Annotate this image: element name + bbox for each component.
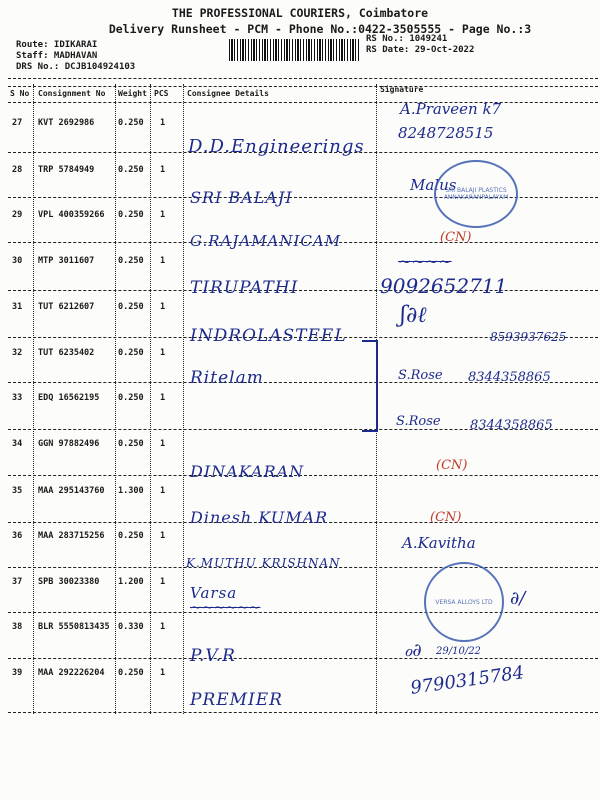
signature-handwritten: S.Rose: [396, 414, 441, 429]
row-consignment: BLR 5550813435: [38, 622, 110, 632]
row-divider: [8, 290, 598, 291]
row-weight: 0.250: [118, 439, 144, 449]
consignee-handwritten: TIRUPATHI: [190, 278, 299, 298]
row-consignment: TUT 6235402: [38, 348, 95, 358]
signature-cn: (CN): [440, 230, 472, 245]
consignee-handwritten: K.MUTHU KRISHNAN: [186, 556, 341, 570]
row-sno: 37: [12, 577, 23, 587]
col-header-weight: Weight: [118, 89, 147, 98]
bracket-mark: [362, 340, 378, 432]
row-consignment: SPB 30023380: [38, 577, 100, 587]
row-consignment: KVT 2692986: [38, 118, 95, 128]
row-pcs: 1: [160, 118, 166, 128]
row-sno: 27: [12, 118, 23, 128]
signature-scribble: ~~~~: [398, 252, 452, 271]
consignee-handwritten: Varsa: [190, 584, 238, 602]
consignee-handwritten: SRI BALAJI: [190, 188, 293, 207]
row-pcs: 1: [160, 302, 166, 312]
row-sno: 28: [12, 165, 23, 175]
consignee-handwritten: Ritelam: [190, 368, 264, 388]
barcode: [229, 39, 359, 61]
rule-line: [8, 102, 598, 103]
signature-phone: 8344358865: [470, 418, 553, 433]
row-weight: 1.200: [118, 577, 144, 587]
col-header-pcs: PCS: [154, 89, 169, 98]
signature-cn: (CN): [430, 510, 462, 525]
row-sno: 38: [12, 622, 23, 632]
strikethrough-mark: ~~~~~~: [190, 600, 261, 616]
row-weight: 0.250: [118, 165, 144, 175]
col-divider: [33, 84, 34, 714]
col-divider: [115, 84, 116, 714]
signature-scribble: ʃ∂ℓ: [400, 303, 427, 328]
row-pcs: 1: [160, 393, 166, 403]
row-weight: 0.250: [118, 210, 144, 220]
col-divider: [150, 84, 151, 714]
row-weight: 0.250: [118, 302, 144, 312]
row-sno: 31: [12, 302, 23, 312]
row-weight: 1.300: [118, 486, 144, 496]
company-stamp: SRI BALAJI PLASTICS ANNAKARANPALAYAM: [434, 160, 518, 228]
signature-phone: 9790315784: [409, 662, 526, 699]
row-consignment: TRP 5784949: [38, 165, 95, 175]
row-sno: 32: [12, 348, 23, 358]
row-divider: [8, 712, 598, 713]
col-divider: [183, 84, 184, 714]
rule-line: [8, 78, 598, 79]
row-pcs: 1: [160, 486, 166, 496]
row-weight: 0.250: [118, 668, 144, 678]
signature-handwritten: A.Kavitha: [402, 534, 476, 552]
row-consignment: MAA 283715256: [38, 531, 105, 541]
col-header-consignment: Consignment No: [38, 89, 106, 98]
rs-number: RS No.: 1049241: [366, 34, 448, 44]
row-consignment: MTP 3011607: [38, 256, 95, 266]
row-sno: 30: [12, 256, 23, 266]
signature-cn: (CN): [436, 458, 468, 473]
row-pcs: 1: [160, 256, 166, 266]
route-label: Route: IDIKARAI: [16, 40, 98, 50]
row-pcs: 1: [160, 348, 166, 358]
signature-scribble: ℴ∂: [404, 640, 422, 661]
row-weight: 0.330: [118, 622, 144, 632]
drs-label: DRS No.: DCJB104924103: [16, 62, 136, 72]
row-consignment: TUT 6212607: [38, 302, 95, 312]
row-sno: 34: [12, 439, 23, 449]
signature-scribble: ∂∕: [510, 588, 526, 609]
row-consignment: GGN 97882496: [38, 439, 100, 449]
row-weight: 0.250: [118, 256, 144, 266]
signature-date: 29/10/22: [436, 646, 481, 657]
row-divider: [8, 612, 598, 613]
signature-handwritten: S.Rose: [398, 368, 443, 383]
runsheet-title: Delivery Runsheet - PCM - Phone No.:0422-3505555 - Page No.:3: [108, 22, 532, 36]
row-pcs: 1: [160, 210, 166, 220]
row-consignment: MAA 295143760: [38, 486, 105, 496]
consignee-handwritten: DINAKARAN: [190, 462, 305, 481]
consignee-handwritten: P.V.R: [190, 646, 236, 666]
rule-line: [8, 86, 598, 87]
row-pcs: 1: [160, 668, 166, 678]
row-pcs: 1: [160, 577, 166, 587]
col-header-sno: S No: [10, 89, 30, 98]
consignee-handwritten: D.D.Engineerings: [188, 136, 365, 157]
staff-label: Staff: MADHAVAN: [16, 51, 98, 61]
row-consignment: MAA 292226204: [38, 668, 105, 678]
signature-handwritten: Malus: [410, 176, 457, 194]
row-weight: 0.250: [118, 348, 144, 358]
signature-handwritten: A.Praveen k7: [400, 100, 502, 118]
row-sno: 29: [12, 210, 23, 220]
consignee-handwritten: Dinesh KUMAR: [190, 508, 329, 527]
signature-phone: 8593937625: [490, 330, 567, 344]
company-stamp: VERSA ALLOYS LTD: [424, 562, 504, 642]
row-sno: 35: [12, 486, 23, 496]
consignee-handwritten: PREMIER: [190, 690, 283, 710]
row-consignment: VPL 400359266: [38, 210, 105, 220]
col-header-consignee: Consignee Details: [187, 89, 269, 98]
consignee-handwritten: G.RAJAMANICAM: [190, 232, 342, 250]
rs-date: RS Date: 29-Oct-2022: [366, 45, 475, 55]
row-pcs: 1: [160, 165, 166, 175]
row-weight: 0.250: [118, 118, 144, 128]
row-weight: 0.250: [118, 531, 144, 541]
row-divider: [8, 658, 598, 659]
row-pcs: 1: [160, 622, 166, 632]
consignee-handwritten: INDROLASTEEL: [190, 326, 347, 346]
row-sno: 39: [12, 668, 23, 678]
col-header-signature: Signature: [380, 85, 424, 94]
row-sno: 33: [12, 393, 23, 403]
row-pcs: 1: [160, 439, 166, 449]
row-weight: 0.250: [118, 393, 144, 403]
signature-phone: 9092652711: [380, 274, 508, 298]
row-consignment: EDQ 16562195: [38, 393, 100, 403]
company-title: THE PROFESSIONAL COURIERS, Coimbatore: [171, 6, 429, 20]
signature-phone: 8248728515: [398, 124, 494, 142]
row-sno: 36: [12, 531, 23, 541]
row-pcs: 1: [160, 531, 166, 541]
signature-phone: 8344358865: [468, 370, 551, 385]
